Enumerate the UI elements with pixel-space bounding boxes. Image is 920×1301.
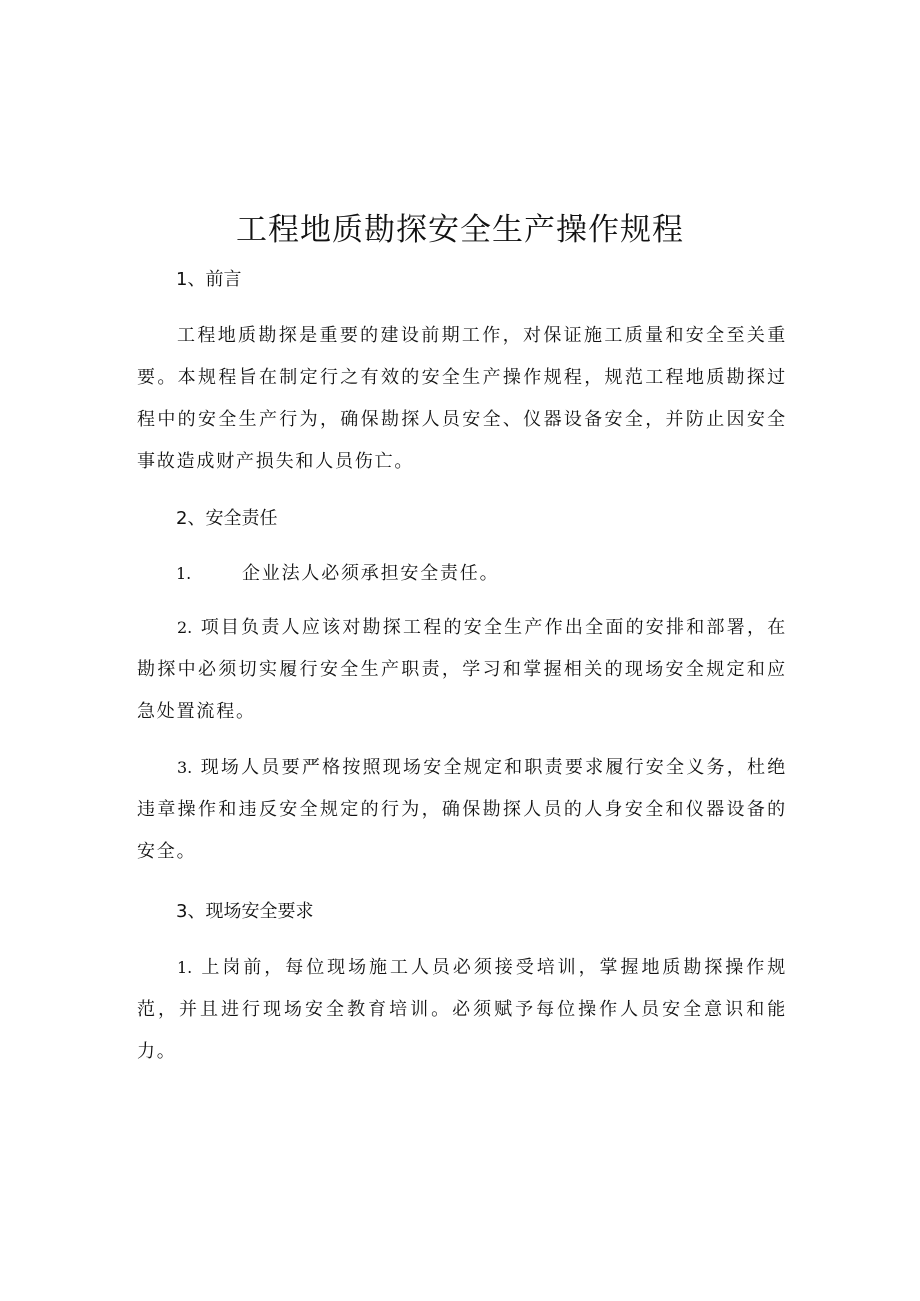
item-number: 3. (177, 758, 193, 777)
preface-paragraph: 工程地质勘探是重要的建设前期工作，对保证施工质量和安全至关重要。本规程旨在制定行之有效的安全生产操作规程，规范工程地质勘探过程中的安全生产行为，确保勘探人员安全、仪器设备安全，并防止因安全事故造成财产损失和人员伤亡。 (137, 325, 787, 472)
responsibility-item-1 (176, 560, 499, 588)
item-text: 项目负责人应该对勘探工程的安全生产作出全面的安排和部署，在勘探中必须切实履行安全生产职责，学习和掌握相关的现场安全规定和应急处置流程。 (137, 617, 787, 722)
item-text: 企业法人必须承担安全责任。 (242, 563, 500, 584)
site-safety-item-1 (137, 947, 787, 1073)
responsibility-item-2 (137, 607, 787, 733)
section-heading-preface: 1、前言 (176, 269, 242, 290)
responsibility-item-3 (137, 747, 787, 873)
section-heading-site-safety: 3、现场安全要求 (176, 901, 314, 922)
item-number: 1. (176, 564, 192, 583)
section-heading-safety-responsibility: 2、安全责任 (176, 508, 278, 529)
item-number: 1. (177, 958, 193, 977)
item-text: 现场人员要严格按照现场安全规定和职责要求履行安全义务，杜绝违章操作和违反安全规定的行为，确保勘探人员的人身安全和仪器设备的安全。 (137, 757, 787, 862)
document-title: 工程地质勘探安全生产操作规程 (236, 212, 684, 248)
item-number: 2. (177, 618, 193, 637)
item-text: 上岗前，每位现场施工人员必须接受培训，掌握地质勘探操作规范，并且进行现场安全教育培训。必须赋予每位操作人员安全意识和能力。 (137, 957, 787, 1062)
